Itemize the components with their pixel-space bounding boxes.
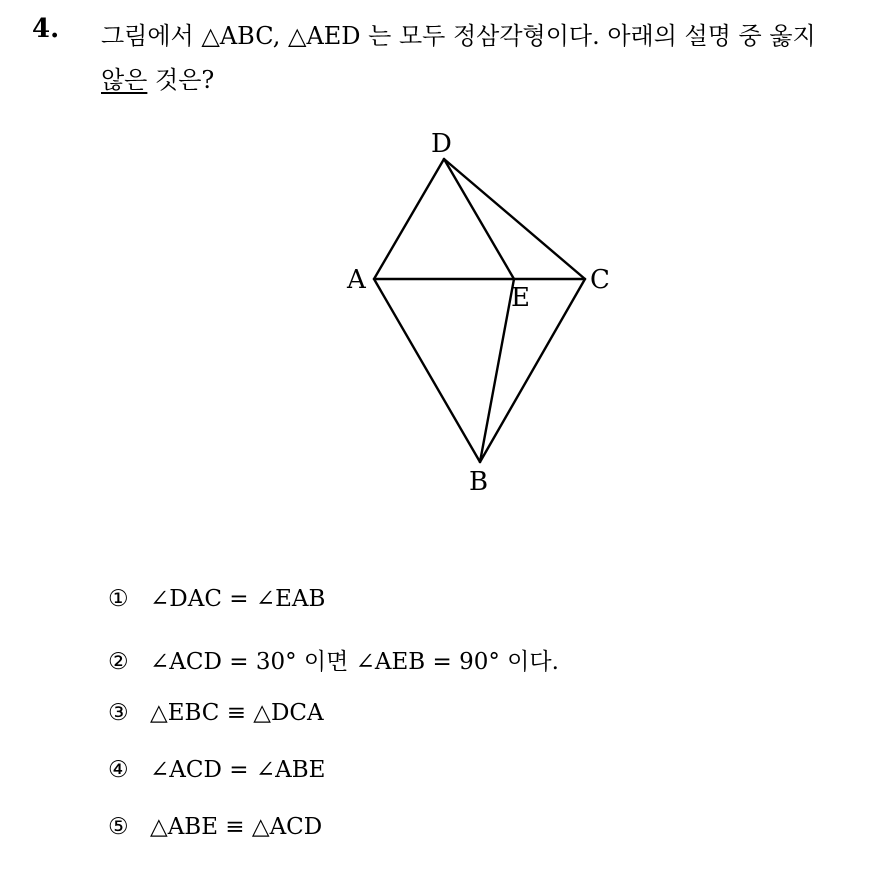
geometry-figure	[330, 120, 630, 510]
triangle-diagram	[330, 120, 630, 510]
choice-text: △EBC ≡ △DCA	[150, 700, 324, 726]
question-text-line2	[101, 58, 871, 102]
choice-number: ⑤	[108, 814, 129, 840]
underlined-word: 않은	[101, 66, 148, 94]
segment-AB	[374, 279, 480, 462]
choice-number: ④	[108, 757, 129, 783]
label-E: E	[511, 283, 530, 313]
answer-choices	[108, 586, 559, 871]
question-number: 4.	[32, 14, 60, 44]
choice-text: ∠ACD = 30° 이면 ∠AEB = 90° 이다.	[150, 649, 559, 675]
segment-DC	[444, 159, 585, 279]
choice-number: ①	[108, 586, 129, 612]
label-B: B	[469, 467, 489, 497]
choice-5[interactable]	[108, 814, 559, 871]
label-A: A	[347, 265, 366, 295]
label-C: C	[590, 265, 610, 295]
question-text-line1: 그림에서 △ABC, △AED 는 모두 정삼각형이다. 아래의 설명 중 옳지	[101, 22, 816, 50]
segment-DE	[444, 159, 514, 279]
choice-text: △ABE ≡ △ACD	[150, 814, 323, 840]
choice-3[interactable]	[108, 700, 559, 757]
choice-number: ③	[108, 700, 129, 726]
choice-text: ∠DAC = ∠EAB	[150, 586, 326, 612]
label-D: D	[431, 129, 452, 159]
segment-CB	[480, 279, 585, 462]
choice-number: ②	[108, 649, 129, 675]
choice-1[interactable]	[108, 586, 559, 643]
segment-AD	[374, 159, 444, 279]
choice-text: ∠ACD = ∠ABE	[150, 757, 326, 783]
question-text-line2-rest: 것은?	[147, 66, 215, 94]
choice-4[interactable]	[108, 757, 559, 814]
question-text	[101, 14, 871, 102]
choice-2[interactable]	[108, 643, 559, 700]
